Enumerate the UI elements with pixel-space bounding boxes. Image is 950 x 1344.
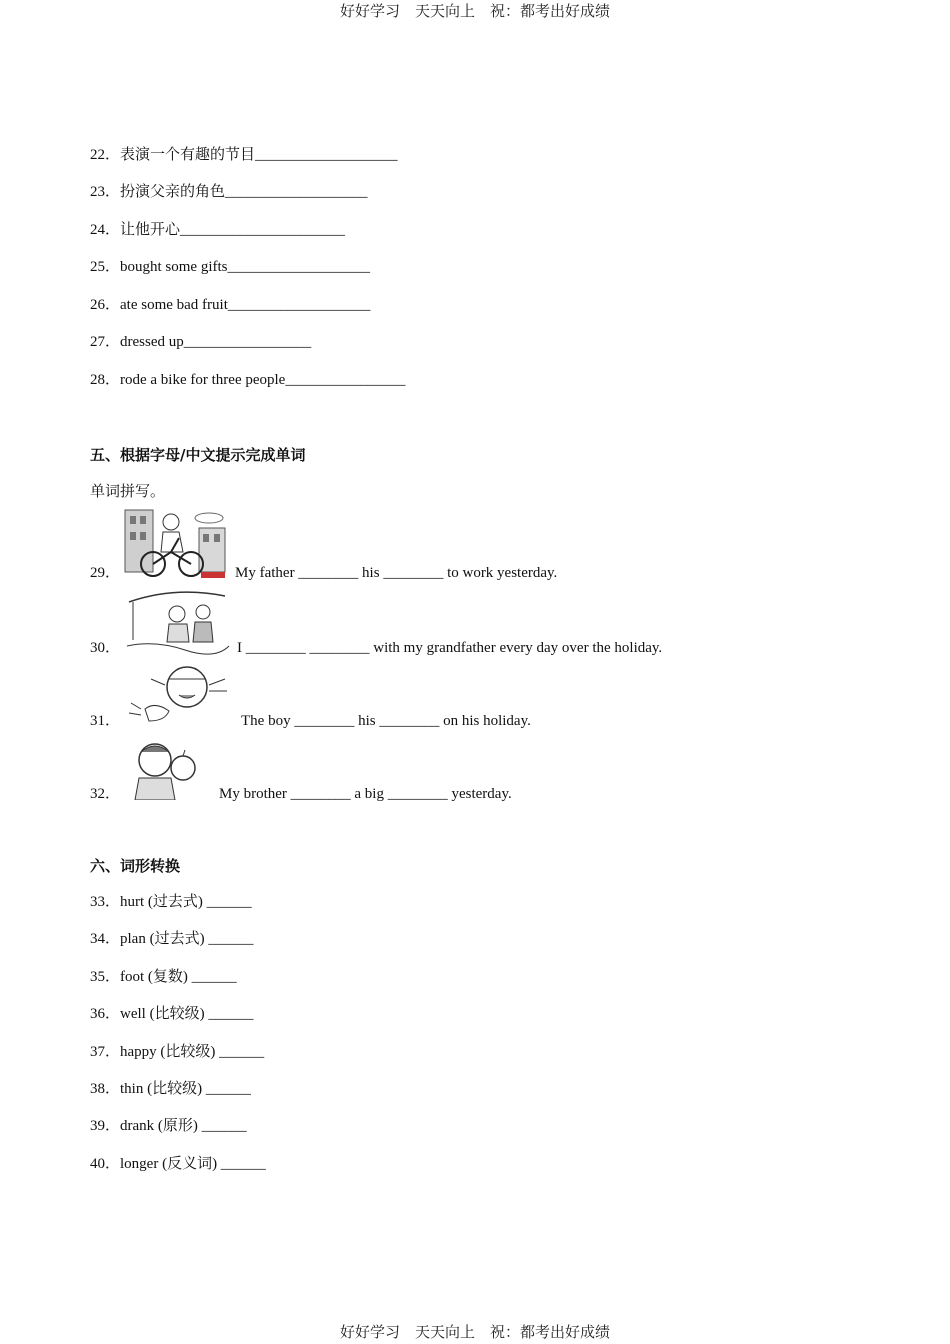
question-31-text: The boy ________ his ________ on his holiday. [241, 713, 531, 729]
question-31-number: 31． [90, 713, 121, 729]
question-27: 27．dressed up_________________ [90, 334, 312, 350]
question-30-text: I ________ ________ with my grandfather every day over the holiday. [237, 640, 663, 656]
question-28: 28．rode a bike for three people________________ [90, 372, 406, 388]
fishing-with-grandfather-image [125, 584, 230, 656]
question-39: 39．drank (原形) ______ [90, 1118, 247, 1134]
question-38: 38．thin (比较级) ______ [90, 1081, 251, 1097]
section-5-instruction: 单词拼写。 [90, 482, 166, 500]
question-29-number: 29． [90, 565, 121, 581]
question-33: 33．hurt (过去式) ______ [90, 894, 252, 910]
question-23: 23．扮演父亲的角色___________________ [90, 184, 368, 200]
question-36: 36．well (比较级) ______ [90, 1006, 254, 1022]
question-30-number: 30． [90, 640, 121, 656]
boy-hurt-foot-image [125, 661, 230, 729]
boy-riding-bike-image [123, 508, 228, 580]
question-35: 35．foot (复数) ______ [90, 969, 237, 985]
page-header: 好好学习 天天向上 祝：都考出好成绩 [339, 2, 610, 20]
section-6-title: 六、词形转换 [90, 857, 181, 875]
page-footer: 好好学习 天天向上 祝：都考出好成绩 [339, 1323, 610, 1341]
question-22: 22．表演一个有趣的节目___________________ [90, 147, 398, 163]
question-34: 34．plan (过去式) ______ [90, 931, 254, 947]
section-5-title: 五、根据字母/中文提示完成单词 [90, 446, 306, 464]
question-37: 37．happy (比较级) ______ [90, 1044, 265, 1060]
question-25: 25．bought some gifts___________________ [90, 259, 370, 275]
question-32-text: My brother ________ a big ________ yesterday. [219, 786, 512, 802]
question-29-text: My father ________ his ________ to work yesterday. [235, 565, 558, 581]
question-24: 24．让他开心______________________ [90, 222, 346, 238]
question-26: 26．ate some bad fruit___________________ [90, 297, 371, 313]
question-32-number: 32． [90, 786, 121, 802]
boy-eating-apple-image [125, 738, 213, 800]
question-40: 40．longer (反义词) ______ [90, 1156, 266, 1172]
